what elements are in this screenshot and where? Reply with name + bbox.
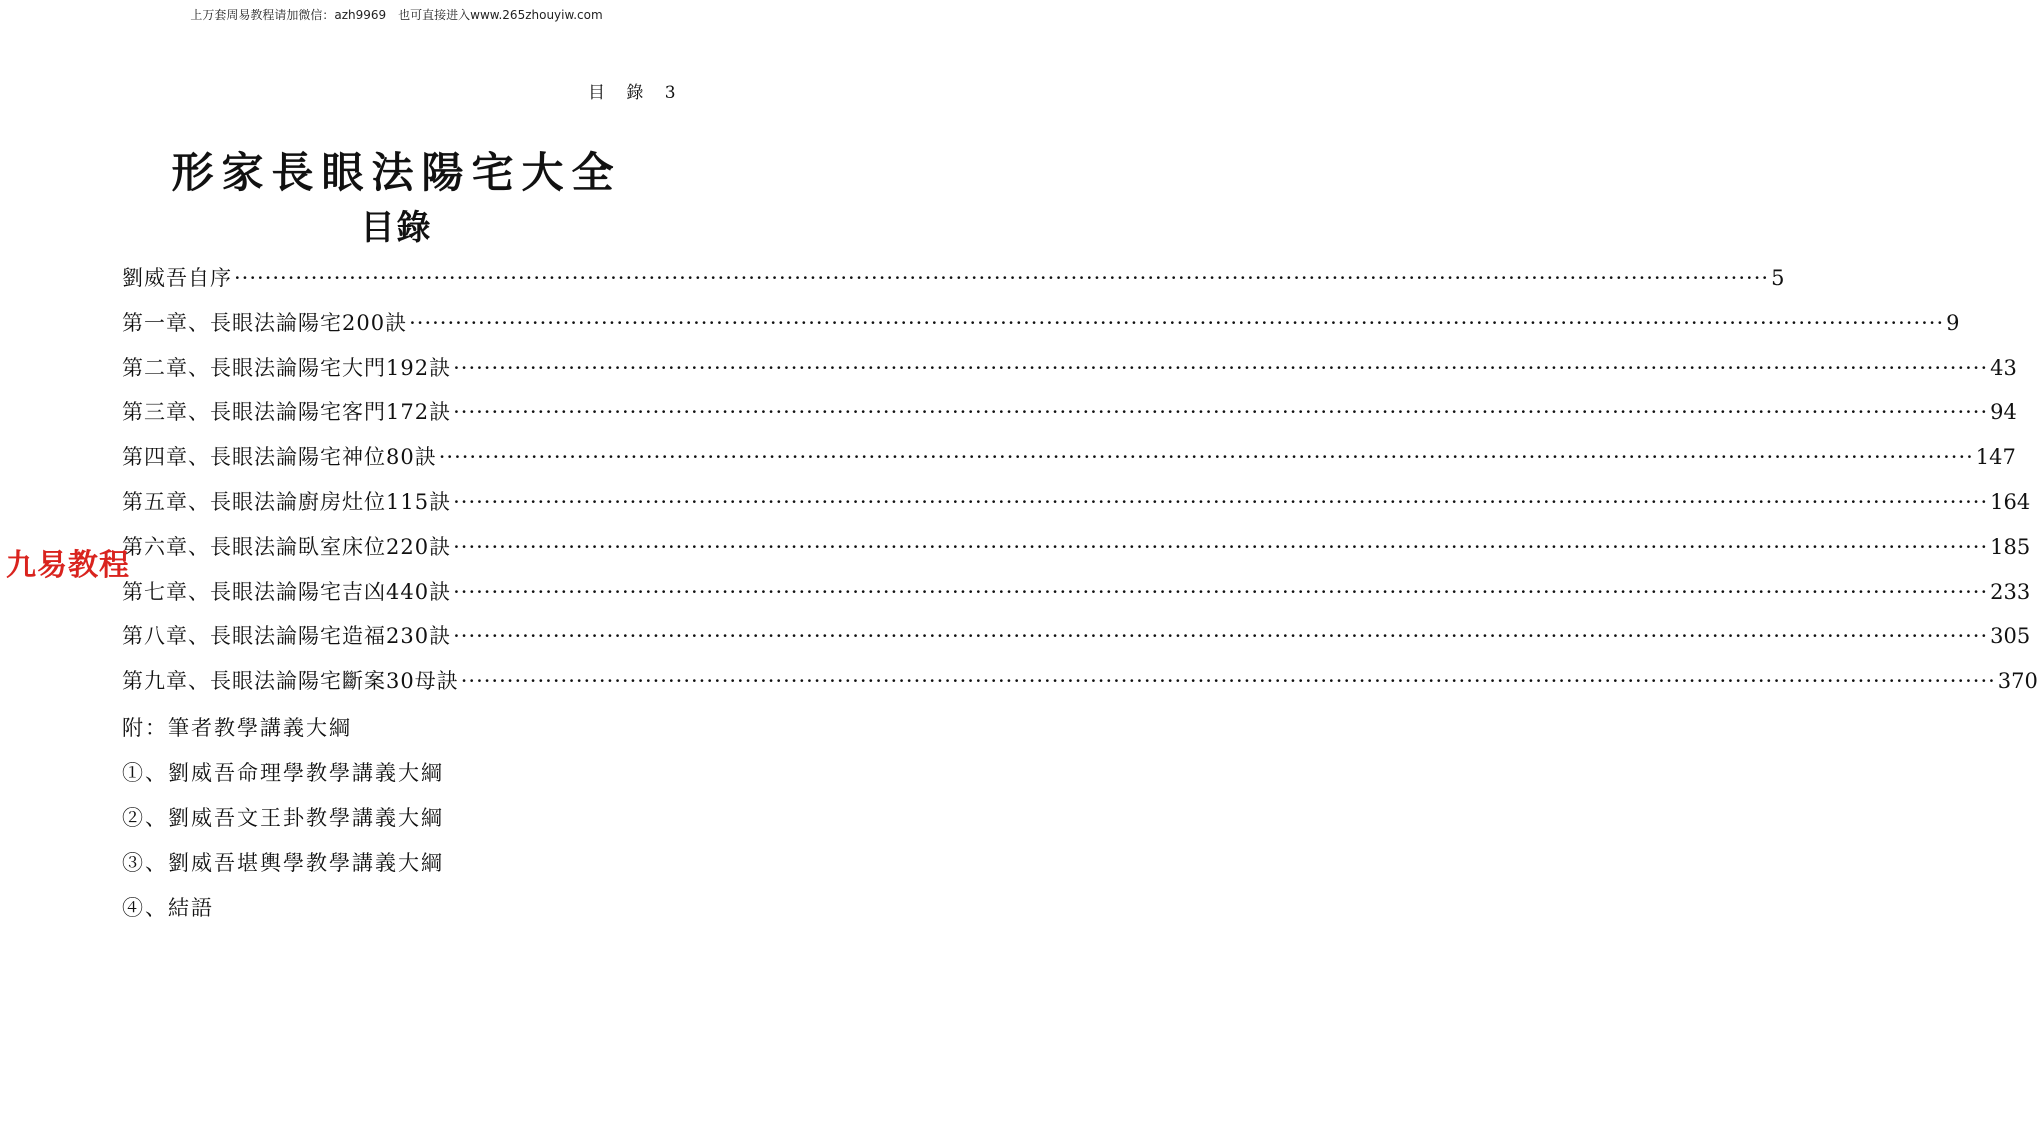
- toc-entry-page: 233: [1990, 579, 2031, 604]
- page-title: 形家長眼法陽宅大全: [171, 148, 622, 197]
- toc-entry-label: 第四章、長眼法論陽宅神位80訣: [122, 445, 437, 470]
- watermark-logo: 九易教程: [6, 548, 130, 583]
- appendix-heading: 附：筆者教學講義大綱: [122, 716, 352, 740]
- table-of-contents: [122, 262, 2038, 710]
- toc-leader-dots: ········································································································································································································: [453, 534, 1989, 559]
- toc-entry-label: 第八章、長眼法論陽宅造福230訣: [122, 624, 452, 649]
- appendix-item: ④、結語: [122, 896, 214, 920]
- toc-entry-label: 第七章、長眼法論陽宅吉凶440訣: [122, 579, 452, 604]
- toc-entry-page: 94: [1990, 400, 2017, 425]
- page-header: 目 錄 3: [588, 83, 684, 103]
- toc-entry: [122, 396, 2017, 441]
- toc-leader-dots: ········································································································································································································: [460, 669, 1996, 694]
- toc-leader-dots: ········································································································································································································: [234, 266, 1770, 290]
- toc-entry-page: 43: [1990, 355, 2017, 380]
- toc-entry-label: 第二章、長眼法論陽宅大門192訣: [122, 355, 452, 380]
- toc-entry: [122, 576, 2031, 621]
- toc-entry-label: 第一章、長眼法論陽宅200訣: [122, 310, 408, 335]
- toc-entry: [122, 352, 2017, 397]
- toc-leader-dots: ········································································································································································································: [453, 355, 1989, 380]
- toc-entry: [122, 441, 2016, 486]
- toc-leader-dots: ········································································································································································································: [438, 445, 1974, 470]
- toc-entry-page: 305: [1990, 624, 2031, 649]
- toc-entry-page: 185: [1990, 534, 2031, 559]
- toc-entry-label: 劉威吾自序: [122, 266, 232, 290]
- toc-entry: [122, 307, 1960, 352]
- toc-entry-page: 5: [1771, 266, 1785, 290]
- toc-entry-page: 9: [1946, 310, 1960, 335]
- appendix-item: ②、劉威吾文王卦教學講義大綱: [122, 806, 444, 830]
- appendix-item: ①、劉威吾命理學教學講義大綱: [122, 761, 444, 785]
- toc-entry-label: 第六章、長眼法論臥室床位220訣: [122, 534, 452, 559]
- toc-leader-dots: ········································································································································································································: [453, 624, 1989, 649]
- toc-entry-label: 第九章、長眼法論陽宅斷案30母訣: [122, 669, 459, 694]
- toc-entry-page: 164: [1990, 489, 2031, 514]
- toc-entry: [122, 262, 1785, 307]
- toc-leader-dots: ········································································································································································································: [409, 310, 1945, 335]
- appendix-list: [122, 712, 444, 937]
- toc-leader-dots: ········································································································································································································: [453, 579, 1989, 604]
- toc-entry: [122, 531, 2031, 576]
- toc-leader-dots: ········································································································································································································: [453, 489, 1989, 514]
- toc-entry-page: 370: [1997, 669, 2038, 694]
- toc-entry-label: 第五章、長眼法論廚房灶位115訣: [122, 489, 452, 514]
- toc-entry-page: 147: [1975, 445, 2016, 470]
- toc-entry: [122, 620, 2031, 665]
- top-note: 上万套周易教程请加微信：azh9969 也可直接进入www.265zhouyiw.com: [190, 8, 603, 22]
- appendix-item: ③、劉威吾堪輿學教學講義大綱: [122, 851, 444, 875]
- toc-entry-label: 第三章、長眼法論陽宅客門172訣: [122, 400, 452, 425]
- toc-entry: [122, 665, 2038, 710]
- toc-entry: [122, 486, 2031, 531]
- page-subtitle: 目錄: [360, 208, 433, 248]
- toc-leader-dots: ········································································································································································································: [453, 400, 1989, 425]
